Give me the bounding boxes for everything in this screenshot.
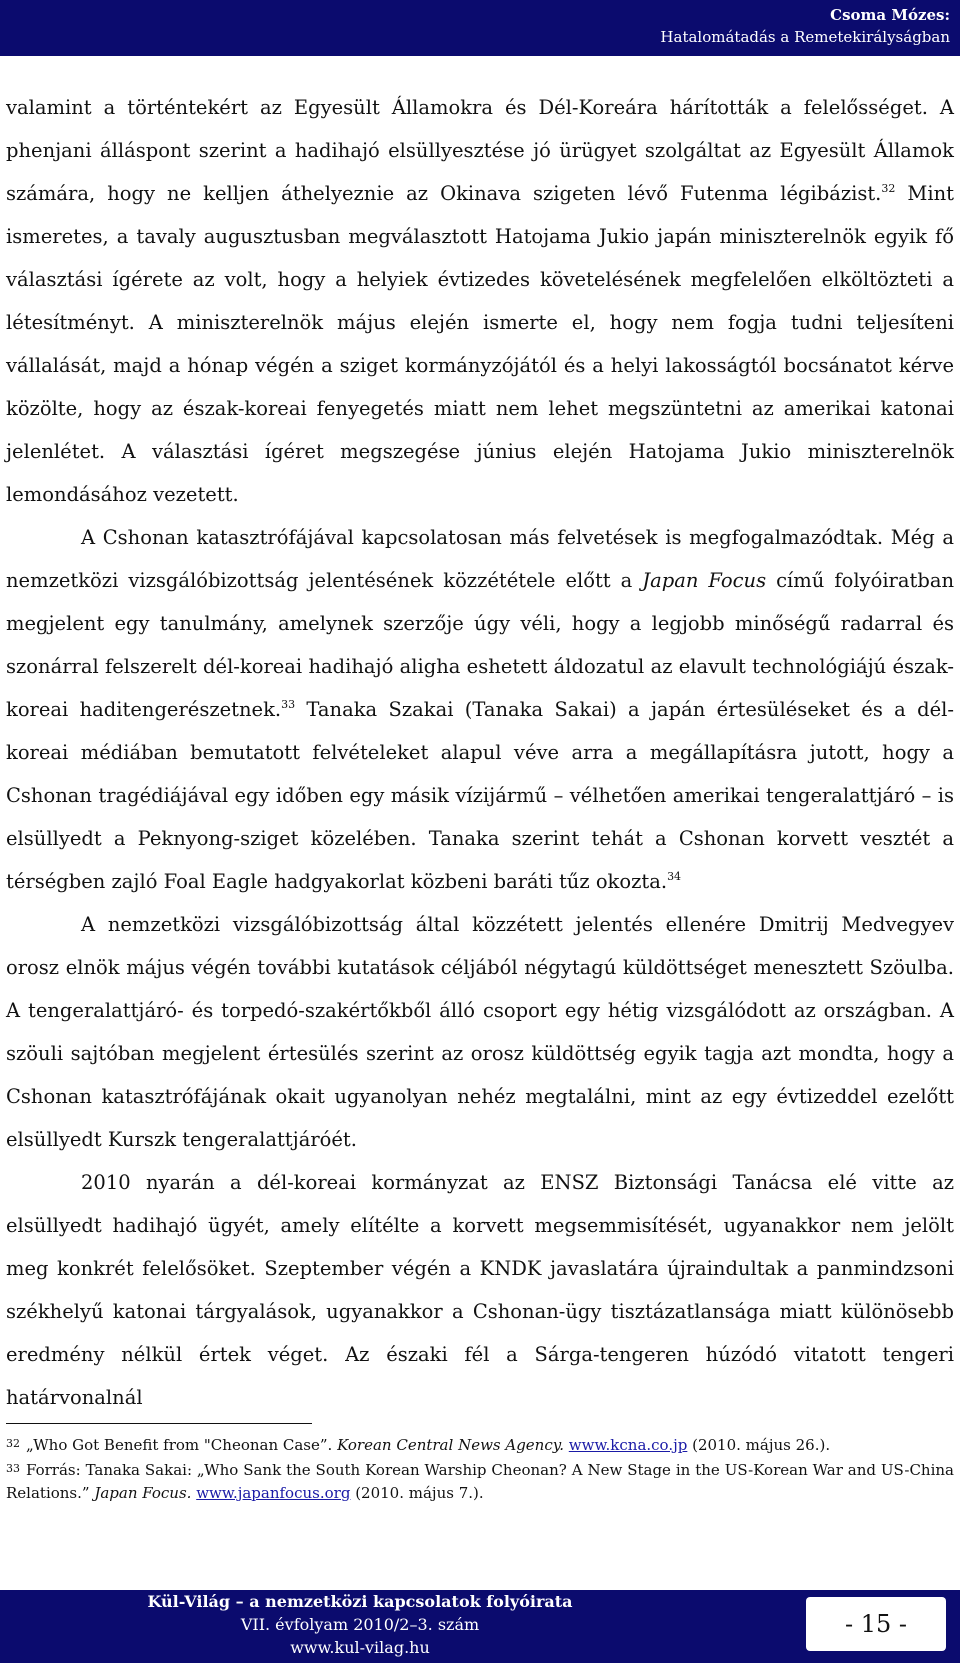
footnote-italic: Japan Focus. (94, 1484, 192, 1502)
footnote-32 (6, 1432, 954, 1457)
footer-volume: VII. évfolyam 2010/2–3. szám (240, 1615, 480, 1634)
footnote-italic: Korean Central News Agency. (337, 1436, 564, 1454)
footnote-number: 33 (6, 1462, 20, 1475)
footnote-text: „Who Got Benefit from "Cheonan Case”. (26, 1436, 338, 1454)
running-footer (0, 1590, 960, 1663)
paragraph-2-text-b: című folyóiratban megjelent egy tanulmány, amelynek szerzője úgy véli, hogy a legjobb minőségű radarral és szonárral felszerelt dél-koreai hadihajó aligha eshetett áldozatul az elavult technológiájú észak-koreai haditengerészetnek. (6, 569, 955, 721)
footnote-text: Forrás: Tanaka Sakai: „Who Sank the South Korean Warship Cheonan? A New Stage in the US-Korean War and US-China Relations.” (6, 1461, 954, 1502)
footer-url[interactable]: www.kul-vilag.hu (290, 1638, 430, 1657)
header-author: Csoma Mózes: (830, 6, 950, 24)
journal-title-italic: Japan Focus (642, 569, 767, 592)
footnote-number: 32 (6, 1437, 20, 1450)
footnote-text: (2010. május 26.). (687, 1436, 831, 1454)
running-header (0, 0, 960, 56)
footnote-separator (6, 1423, 312, 1424)
paragraph-1-text-a: valamint a történtekért az Egyesült Államokra és Dél-Koreára hárították a felelősséget. A phenjani álláspont szerint a hadihajó elsüllyesztése jó ürügyet szolgáltat az Egyesült Államok számára, hogy ne kelljen áthelyeznie az Okinava szigeten lévő Futenma légibázist. (6, 96, 954, 205)
paragraph-2-text-c: Tanaka Szakai (Tanaka Sakai) a japán értesüléseket és a dél-koreai médiában bemutatott felvételeket alapul véve arra a megállapításra jutott, hogy a Cshonan tragédiájával egy időben egy másik vízijármű – vélhetően amerikai tengeralattjáró – is elsüllyedt a Peknyong-sziget közelében. Tanaka szerint tehát a Cshonan korvett vesztét a térségben zajló Foal Eagle hadgyakorlat közbeni baráti tűz okozta. (6, 698, 954, 893)
paragraph-4: 2010 nyarán a dél-koreai kormányzat az ENSZ Biztonsági Tanácsa elé vitte az elsüllyedt hadihajó ügyét, amely elítélte a korvett megsemmisítését, ugyanakkor nem jelölt meg konkrét felelősöket. Szeptember végén a KNDK javaslatára újraindultak a panmindzsoni székhelyű katonai tárgyalások, ugyanakkor a Cshonan-ügy tisztázatlansága miatt különösebb eredmény nélkül értek véget. Az északi fél a Sárga-tengeren húzódó vitatott tengeri határvonalnál (6, 1171, 954, 1409)
footnote-text: (2010. május 7.). (350, 1484, 484, 1502)
footnote-ref-32[interactable]: 32 (881, 182, 896, 195)
paragraph-1-text-b: Mint ismeretes, a tavaly augusztusban megválasztott Hatojama Jukio japán miniszterelnök egyik fő választási ígérete az volt, hogy a helyiek évtizedes követelésének megfelelően elköltözteti a létesítményt. A miniszterelnök május elején ismerte el, hogy nem fogja tudni teljesíteni vállalását, majd a hónap végén a sziget kormányzójától és a helyi lakosságtól bocsánatot kérve közölte, hogy az észak-koreai fenyegetés miatt nem lehet megszüntetni az amerikai katonai jelenlétet. A választási ígéret megszegése június elején Hatojama Jukio miniszterelnök lemondásához vezetett. (6, 182, 955, 506)
paragraph-2 (6, 516, 954, 903)
paragraph-2-text-a: A Cshonan katasztrófájával kapcsolatosan más felvetések is megfogalmazódtak. Még a nemzetközi vizsgálóbizottság jelentésének közzététele előtt a (6, 526, 954, 592)
footnote-ref-33[interactable]: 33 (281, 698, 296, 711)
article-body (6, 86, 954, 1419)
footer-journal-name: Kül-Világ – a nemzetközi kapcsolatok folyóirata (147, 1592, 573, 1611)
page-number: - 15 - (806, 1597, 946, 1651)
footnote-33 (6, 1457, 954, 1505)
paragraph-3: A nemzetközi vizsgálóbizottság által közzétett jelentés ellenére Dmitrij Medvegyev orosz elnök május végén további kutatások céljából négytagú küldöttséget menesztett Szöulba. A tengeralattjáró- és torpedó-szakértőkből álló csoport egy hétig vizsgálódott az országban. A szöuli sajtóban megjelent értesülés szerint az orosz küldöttség egyik tagja azt mondta, hogy a Cshonan katasztrófájának okait ugyanolyan nehéz megtalálni, mint az egy évtizeddel ezelőtt elsüllyedt Kurszk tengeralattjáróét. (6, 913, 954, 1151)
paragraph-1 (6, 86, 954, 516)
footnote-link-japanfocus[interactable]: www.japanfocus.org (196, 1484, 351, 1502)
header-title: Hatalomátadás a Remetekirályságban (660, 28, 950, 46)
footnote-link-kcna[interactable]: www.kcna.co.jp (568, 1436, 688, 1454)
footnote-ref-34[interactable]: 34 (667, 870, 682, 883)
footnotes (6, 1432, 954, 1505)
